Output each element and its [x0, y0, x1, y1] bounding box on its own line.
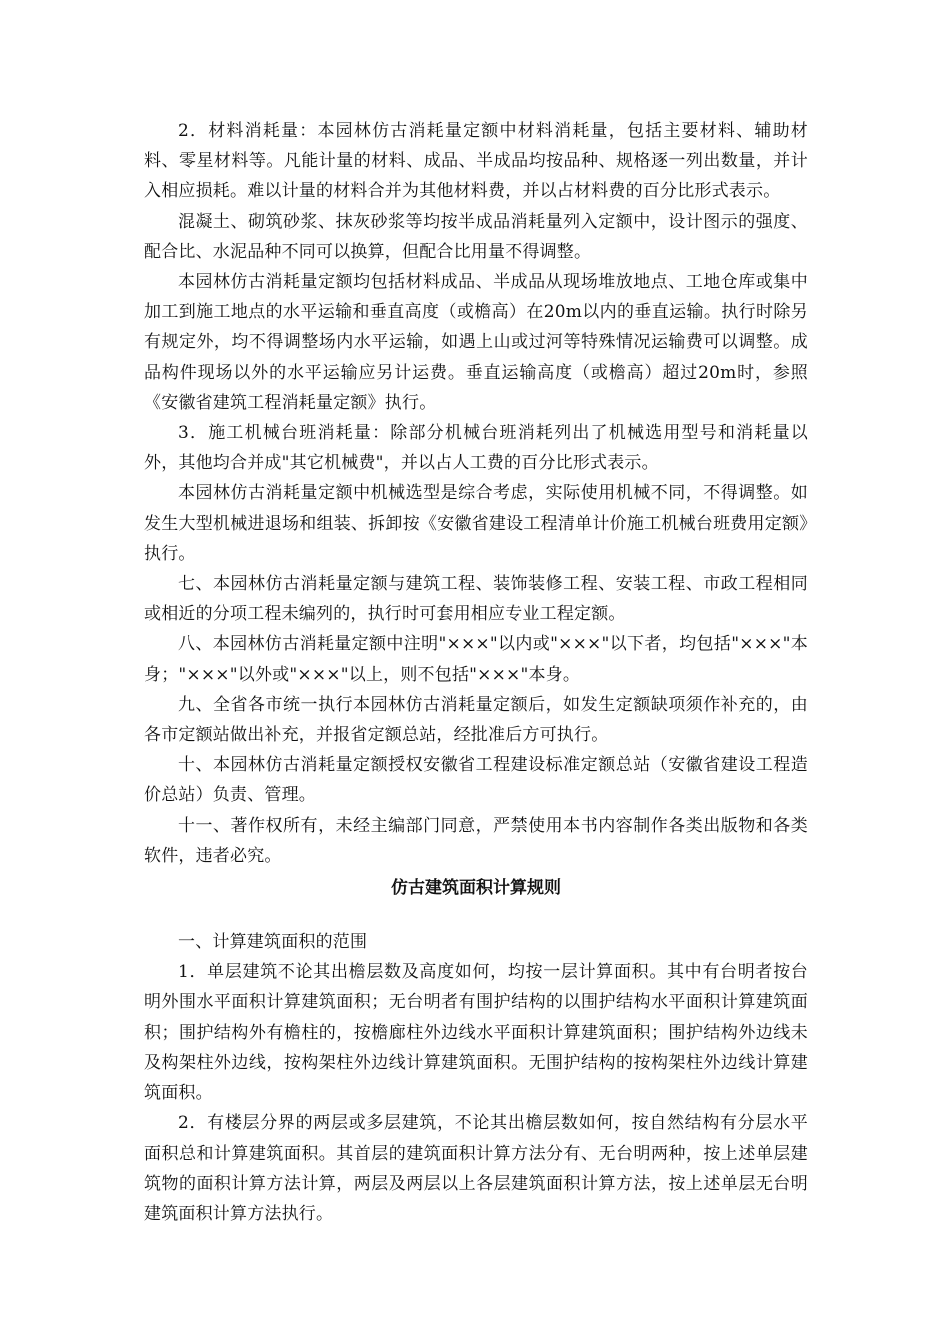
paragraph-material-consumption: 2．材料消耗量：本园林仿古消耗量定额中材料消耗量，包括主要材料、辅助材料、零星材料等。凡能计量的材料、成品、半成品均按品种、规格逐一列出数量，并计入相应损耗。难以计量的材料合并为其他材料费，并以占材料费的百分比形式表示。: [144, 121, 808, 202]
section-title: 仿古建筑面积计算规则: [391, 878, 561, 899]
paragraph-item-nine: 九、全省各市统一执行本园林仿古消耗量定额后，如发生定额缺项须作补充的，由各市定额站做出补充，并报省定额总站，经批准后方可执行。: [144, 694, 808, 746]
paragraph-item-ten: 十、本园林仿古消耗量定额授权安徽省工程建设标准定额总站（安徽省建设工程造价总站）负责、管理。: [144, 755, 808, 806]
paragraph-multi-storey: 2．有楼层分界的两层或多层建筑，不论其出檐层数如何，按自然结构有分层水平面积总和计算建筑面积。其首层的建筑面积计算方法分有、无台明两种，按上述单层建筑物的面积计算方法计算，两层及两层以上各层建筑面积计算方法，按上述单层无台明建筑面积计算方法执行。: [144, 1113, 808, 1224]
paragraph-machinery-consumption: 3．施工机械台班消耗量：除部分机械台班消耗列出了机械选用型号和消耗量以外，其他均合并成"其它机械费"，并以占人工费的百分比形式表示。: [144, 423, 808, 474]
title-spacer: [144, 903, 808, 927]
paragraph-item-seven: 七、本园林仿古消耗量定额与建筑工程、装饰装修工程、安装工程、市政工程相同或相近的分项工程未编列的，执行时可套用相应专业工程定额。: [144, 574, 808, 625]
paragraph-concrete-mortar: 混凝土、砌筑砂浆、抹灰砂浆等均按半成品消耗量列入定额中，设计图示的强度、配合比、水泥品种不同可以换算，但配合比用量不得调整。: [144, 211, 808, 262]
paragraph-transport: 本园林仿古消耗量定额均包括材料成品、半成品从现场堆放地点、工地仓库或集中加工到施工地点的水平运输和垂直高度（或檐高）在20m以内的垂直运输。执行时除另有规定外，均不得调整场内水平运输，如遇上山或过河等特殊情况运输费可以调整。成品构件现场以外的水平运输应另计运费。垂直运输高度（或檐高）超过20m时，参照《安徽省建筑工程消耗量定额》执行。: [144, 272, 808, 413]
document-page: [144, 116, 808, 1229]
paragraph-item-eight: 八、本园林仿古消耗量定额中注明"×××"以内或"×××"以下者，均包括"×××"本身；"×××"以外或"×××"以上，则不包括"×××"本身。: [144, 634, 808, 685]
paragraph-scope-heading: 一、计算建筑面积的范围: [178, 932, 368, 953]
paragraph-single-storey: 1．单层建筑不论其出檐层数及高度如何，均按一层计算面积。其中有台明者按台明外围水平面积计算建筑面积；无台明者有围护结构的以围护结构水平面积计算建筑面积；围护结构外有檐柱的，按檐廊柱外边线水平面积计算建筑面积；围护结构外边线未及构架柱外边线，按构架柱外边线计算建筑面积。无围护结构的按构架柱外边线计算建筑面积。: [144, 962, 808, 1104]
paragraph-item-eleven: 十一、著作权所有，未经主编部门同意，严禁使用本书内容制作各类出版物和各类软件，违者必究。: [144, 815, 808, 866]
paragraph-machinery-selection: 本园林仿古消耗量定额中机械选型是综合考虑，实际使用机械不同，不得调整。如发生大型机械进退场和组装、拆卸按《安徽省建设工程清单计价施工机械台班费用定额》执行。: [144, 483, 808, 564]
